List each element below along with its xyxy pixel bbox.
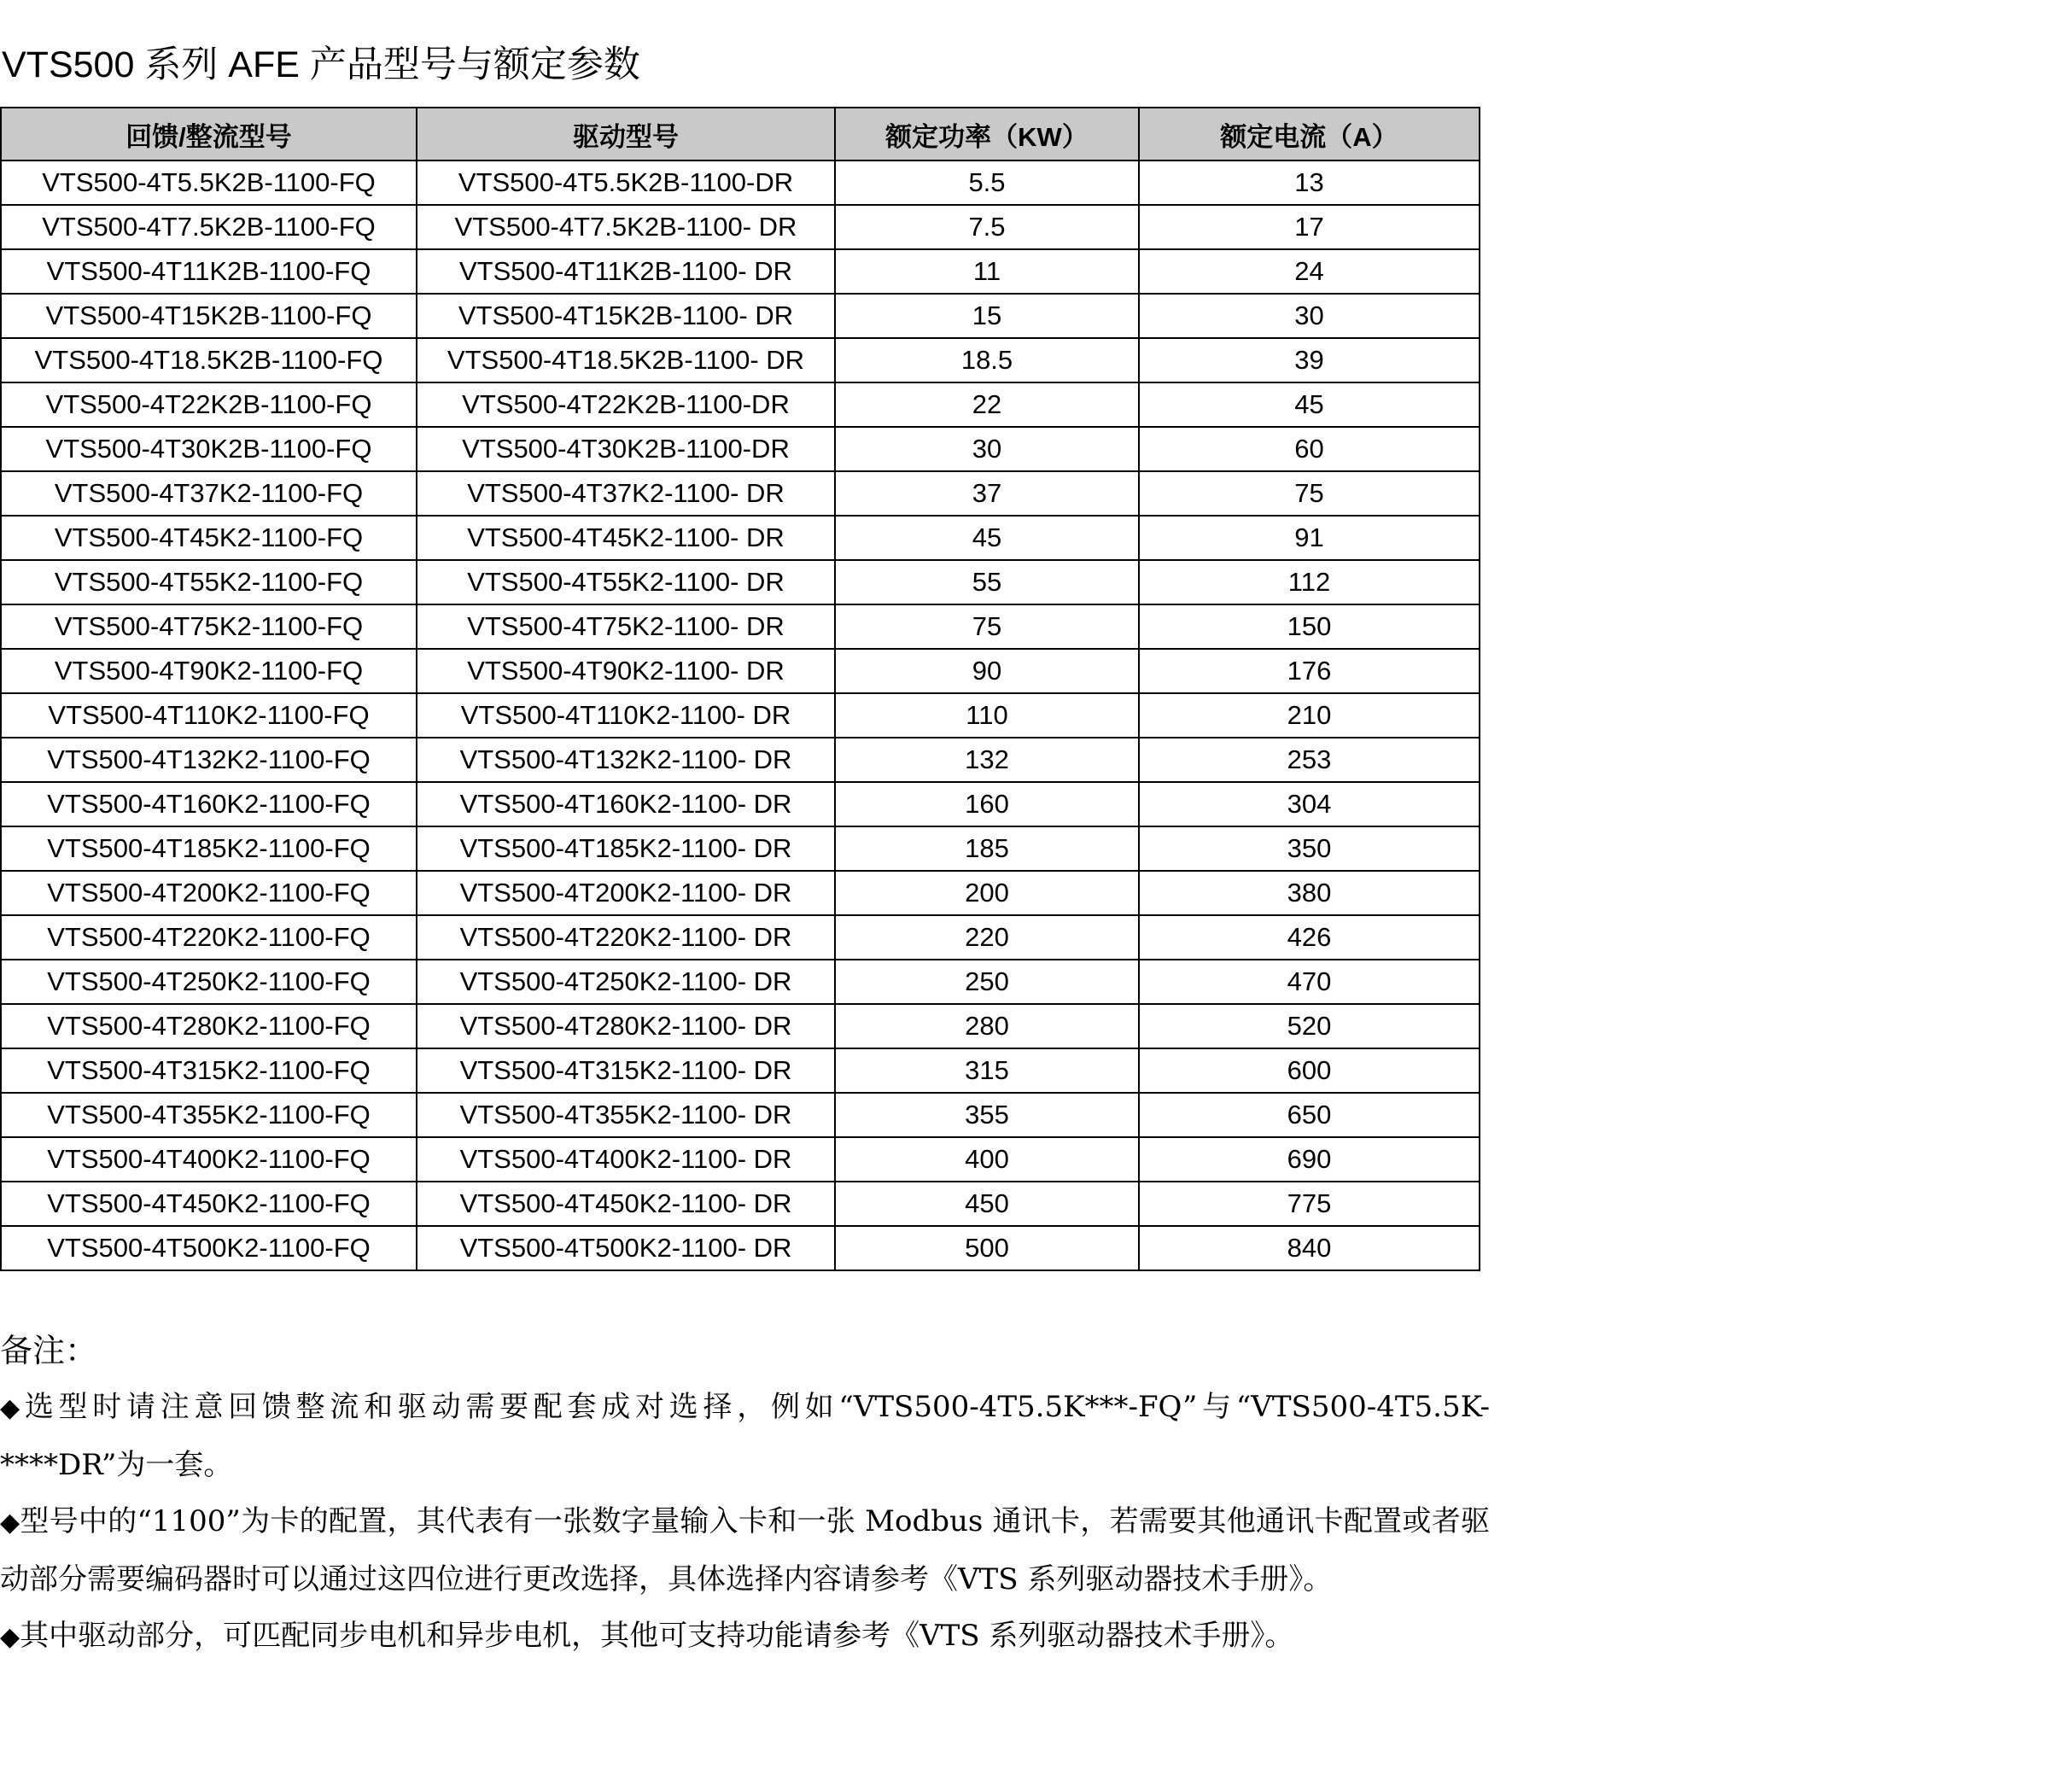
cell-feedback-model: VTS500-4T280K2-1100-FQ — [1, 1004, 417, 1048]
cell-rated-current: 39 — [1139, 338, 1480, 382]
table-row — [1, 205, 1480, 249]
cell-rated-power: 110 — [835, 693, 1139, 738]
cell-rated-current: 150 — [1139, 604, 1480, 649]
cell-feedback-model: VTS500-4T400K2-1100-FQ — [1, 1137, 417, 1182]
table-row — [1, 161, 1480, 205]
cell-feedback-model: VTS500-4T355K2-1100-FQ — [1, 1093, 417, 1137]
cell-rated-power: 90 — [835, 649, 1139, 693]
cell-drive-model: VTS500-4T90K2-1100- DR — [417, 649, 835, 693]
cell-drive-model: VTS500-4T400K2-1100- DR — [417, 1137, 835, 1182]
table-body — [1, 161, 1480, 1270]
cell-feedback-model: VTS500-4T160K2-1100-FQ — [1, 782, 417, 826]
cell-drive-model: VTS500-4T200K2-1100- DR — [417, 871, 835, 915]
cell-rated-power: 15 — [835, 294, 1139, 338]
cell-rated-power: 22 — [835, 382, 1139, 427]
table-row — [1, 871, 1480, 915]
table-row — [1, 338, 1480, 382]
cell-rated-power: 185 — [835, 826, 1139, 871]
cell-rated-power: 355 — [835, 1093, 1139, 1137]
cell-drive-model: VTS500-4T7.5K2B-1100- DR — [417, 205, 835, 249]
cell-feedback-model: VTS500-4T185K2-1100-FQ — [1, 826, 417, 871]
table-row — [1, 1004, 1480, 1048]
note-item — [0, 1493, 1490, 1608]
cell-feedback-model: VTS500-4T110K2-1100-FQ — [1, 693, 417, 738]
cell-rated-current: 60 — [1139, 427, 1480, 471]
cell-rated-current: 176 — [1139, 649, 1480, 693]
cell-rated-power: 315 — [835, 1048, 1139, 1093]
cell-feedback-model: VTS500-4T55K2-1100-FQ — [1, 560, 417, 604]
cell-drive-model: VTS500-4T22K2B-1100-DR — [417, 382, 835, 427]
cell-rated-current: 380 — [1139, 871, 1480, 915]
cell-rated-current: 690 — [1139, 1137, 1480, 1182]
cell-rated-power: 75 — [835, 604, 1139, 649]
table-row — [1, 782, 1480, 826]
table-row — [1, 960, 1480, 1004]
cell-rated-current: 650 — [1139, 1093, 1480, 1137]
cell-rated-power: 45 — [835, 516, 1139, 560]
cell-rated-current: 470 — [1139, 960, 1480, 1004]
cell-rated-current: 210 — [1139, 693, 1480, 738]
header-rated-power: 额定功率（KW） — [835, 108, 1139, 161]
cell-rated-current: 24 — [1139, 249, 1480, 294]
cell-rated-power: 55 — [835, 560, 1139, 604]
cell-rated-current: 30 — [1139, 294, 1480, 338]
cell-feedback-model: VTS500-4T132K2-1100-FQ — [1, 738, 417, 782]
spec-table — [0, 107, 1480, 1271]
cell-rated-power: 220 — [835, 915, 1139, 960]
cell-feedback-model: VTS500-4T11K2B-1100-FQ — [1, 249, 417, 294]
diamond-bullet-icon: ◆ — [0, 1622, 20, 1652]
table-row — [1, 649, 1480, 693]
table-row — [1, 1137, 1480, 1182]
notes-section — [0, 1328, 1490, 1666]
cell-drive-model: VTS500-4T132K2-1100- DR — [417, 738, 835, 782]
header-feedback-model: 回馈/整流型号 — [1, 108, 417, 161]
table-row — [1, 915, 1480, 960]
note-item — [0, 1379, 1490, 1493]
cell-rated-power: 280 — [835, 1004, 1139, 1048]
table-row — [1, 471, 1480, 516]
table-row — [1, 826, 1480, 871]
cell-drive-model: VTS500-4T220K2-1100- DR — [417, 915, 835, 960]
cell-drive-model: VTS500-4T37K2-1100- DR — [417, 471, 835, 516]
cell-feedback-model: VTS500-4T315K2-1100-FQ — [1, 1048, 417, 1093]
cell-rated-current: 350 — [1139, 826, 1480, 871]
table-row — [1, 1226, 1480, 1270]
cell-rated-current: 91 — [1139, 516, 1480, 560]
cell-feedback-model: VTS500-4T7.5K2B-1100-FQ — [1, 205, 417, 249]
cell-drive-model: VTS500-4T55K2-1100- DR — [417, 560, 835, 604]
cell-rated-current: 253 — [1139, 738, 1480, 782]
cell-feedback-model: VTS500-4T5.5K2B-1100-FQ — [1, 161, 417, 205]
cell-feedback-model: VTS500-4T18.5K2B-1100-FQ — [1, 338, 417, 382]
cell-feedback-model: VTS500-4T45K2-1100-FQ — [1, 516, 417, 560]
cell-rated-power: 30 — [835, 427, 1139, 471]
cell-rated-current: 840 — [1139, 1226, 1480, 1270]
note-text: 选型时请注意回馈整流和驱动需要配套成对选择，例如“VTS500-4T5.5K***-FQ”与“VTS500-4T5.5K-****DR”为一套。 — [0, 1390, 1490, 1482]
cell-rated-current: 520 — [1139, 1004, 1480, 1048]
cell-rated-current: 426 — [1139, 915, 1480, 960]
header-rated-current: 额定电流（A） — [1139, 108, 1480, 161]
table-row — [1, 604, 1480, 649]
cell-drive-model: VTS500-4T185K2-1100- DR — [417, 826, 835, 871]
cell-drive-model: VTS500-4T110K2-1100- DR — [417, 693, 835, 738]
cell-rated-current: 600 — [1139, 1048, 1480, 1093]
cell-feedback-model: VTS500-4T15K2B-1100-FQ — [1, 294, 417, 338]
cell-drive-model: VTS500-4T500K2-1100- DR — [417, 1226, 835, 1270]
cell-rated-power: 160 — [835, 782, 1139, 826]
cell-feedback-model: VTS500-4T250K2-1100-FQ — [1, 960, 417, 1004]
cell-rated-power: 250 — [835, 960, 1139, 1004]
cell-drive-model: VTS500-4T15K2B-1100- DR — [417, 294, 835, 338]
cell-drive-model: VTS500-4T250K2-1100- DR — [417, 960, 835, 1004]
cell-drive-model: VTS500-4T18.5K2B-1100- DR — [417, 338, 835, 382]
table-row — [1, 560, 1480, 604]
table-row — [1, 516, 1480, 560]
cell-feedback-model: VTS500-4T30K2B-1100-FQ — [1, 427, 417, 471]
table-row — [1, 1093, 1480, 1137]
cell-feedback-model: VTS500-4T22K2B-1100-FQ — [1, 382, 417, 427]
cell-feedback-model: VTS500-4T220K2-1100-FQ — [1, 915, 417, 960]
cell-rated-current: 13 — [1139, 161, 1480, 205]
cell-drive-model: VTS500-4T5.5K2B-1100-DR — [417, 161, 835, 205]
header-drive-model: 驱动型号 — [417, 108, 835, 161]
cell-rated-power: 450 — [835, 1182, 1139, 1226]
cell-drive-model: VTS500-4T280K2-1100- DR — [417, 1004, 835, 1048]
cell-rated-power: 400 — [835, 1137, 1139, 1182]
cell-rated-power: 200 — [835, 871, 1139, 915]
cell-feedback-model: VTS500-4T37K2-1100-FQ — [1, 471, 417, 516]
note-text: 型号中的“1100”为卡的配置，其代表有一张数字量输入卡和一张 Modbus 通讯卡，若需要其他通讯卡配置或者驱动部分需要编码器时可以通过这四位进行更改选择，具体选择内容请参考《VTS 系列驱动器技术手册》。 — [0, 1504, 1490, 1596]
cell-rated-power: 5.5 — [835, 161, 1139, 205]
cell-drive-model: VTS500-4T45K2-1100- DR — [417, 516, 835, 560]
notes-heading: 备注： — [0, 1332, 98, 1369]
cell-rated-power: 11 — [835, 249, 1139, 294]
cell-feedback-model: VTS500-4T90K2-1100-FQ — [1, 649, 417, 693]
cell-drive-model: VTS500-4T30K2B-1100-DR — [417, 427, 835, 471]
cell-rated-current: 775 — [1139, 1182, 1480, 1226]
cell-rated-current: 45 — [1139, 382, 1480, 427]
table-header-row — [1, 108, 1480, 161]
cell-feedback-model: VTS500-4T75K2-1100-FQ — [1, 604, 417, 649]
table-row — [1, 738, 1480, 782]
table-row — [1, 693, 1480, 738]
cell-drive-model: VTS500-4T450K2-1100- DR — [417, 1182, 835, 1226]
cell-feedback-model: VTS500-4T500K2-1100-FQ — [1, 1226, 417, 1270]
cell-feedback-model: VTS500-4T450K2-1100-FQ — [1, 1182, 417, 1226]
cell-rated-power: 500 — [835, 1226, 1139, 1270]
diamond-bullet-icon: ◆ — [0, 1508, 20, 1538]
cell-rated-current: 75 — [1139, 471, 1480, 516]
cell-rated-power: 37 — [835, 471, 1139, 516]
table-row — [1, 249, 1480, 294]
table-row — [1, 1182, 1480, 1226]
table-row — [1, 427, 1480, 471]
diamond-bullet-icon: ◆ — [0, 1393, 25, 1423]
cell-drive-model: VTS500-4T11K2B-1100- DR — [417, 249, 835, 294]
cell-drive-model: VTS500-4T315K2-1100- DR — [417, 1048, 835, 1093]
table-row — [1, 294, 1480, 338]
table-row — [1, 1048, 1480, 1093]
cell-rated-power: 132 — [835, 738, 1139, 782]
cell-rated-power: 18.5 — [835, 338, 1139, 382]
note-item — [0, 1608, 1490, 1666]
table-row — [1, 382, 1480, 427]
cell-drive-model: VTS500-4T75K2-1100- DR — [417, 604, 835, 649]
cell-rated-current: 112 — [1139, 560, 1480, 604]
page-title: VTS500 系列 AFE 产品型号与额定参数 — [2, 44, 640, 85]
cell-rated-current: 17 — [1139, 205, 1480, 249]
cell-rated-current: 304 — [1139, 782, 1480, 826]
note-text: 其中驱动部分，可匹配同步电机和异步电机，其他可支持功能请参考《VTS 系列驱动器技术手册》。 — [20, 1619, 1294, 1653]
cell-drive-model: VTS500-4T160K2-1100- DR — [417, 782, 835, 826]
cell-drive-model: VTS500-4T355K2-1100- DR — [417, 1093, 835, 1137]
cell-feedback-model: VTS500-4T200K2-1100-FQ — [1, 871, 417, 915]
cell-rated-power: 7.5 — [835, 205, 1139, 249]
